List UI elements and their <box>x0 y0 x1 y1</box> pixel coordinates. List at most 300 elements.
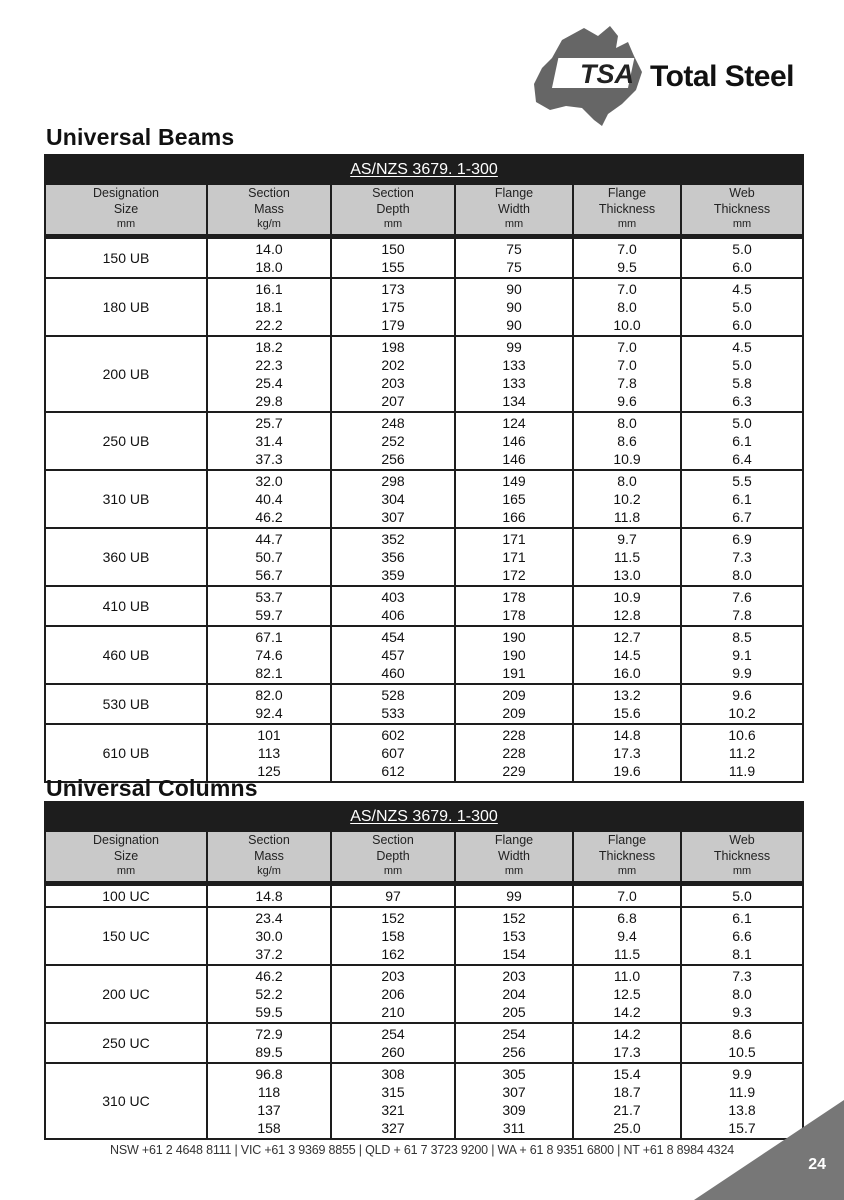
web-t-cell <box>681 907 803 965</box>
cell-value: 7.8 <box>617 375 637 391</box>
cell-value: 14.0 <box>255 241 283 257</box>
designation-size: 250 UB <box>45 412 207 470</box>
width-cell <box>455 1023 573 1063</box>
cell-value: 75 <box>506 259 522 275</box>
table-row <box>45 238 803 278</box>
table-body <box>45 235 803 782</box>
width-cell <box>455 470 573 528</box>
depth-cell <box>331 586 455 626</box>
web-t-cell <box>681 336 803 412</box>
cell-value: 155 <box>381 259 405 275</box>
cell-value: 12.8 <box>613 607 641 623</box>
flange-t-cell <box>573 470 681 528</box>
header-line: Flange <box>494 833 534 848</box>
cell-value: 172 <box>502 567 526 583</box>
web-t-cell <box>681 238 803 278</box>
header-line: Web <box>729 833 755 848</box>
table-row <box>45 278 803 336</box>
cell-value: 7.0 <box>617 357 637 373</box>
cell-value: 4.5 <box>732 281 752 297</box>
table-body <box>45 882 803 1139</box>
cell-value: 9.1 <box>732 647 752 663</box>
width-cell <box>455 412 573 470</box>
web-t-cell <box>681 626 803 684</box>
cell-value: 304 <box>381 491 405 507</box>
table-row <box>45 965 803 1023</box>
cell-value: 203 <box>381 968 405 984</box>
width-cell <box>455 724 573 782</box>
designation-size: 100 UC <box>45 885 207 907</box>
cell-value: 12.5 <box>613 986 641 1002</box>
cell-value: 602 <box>381 727 405 743</box>
cell-value: 99 <box>506 888 522 904</box>
cell-value: 178 <box>502 589 526 605</box>
cell-value: 9.6 <box>732 687 752 703</box>
cell-value: 9.9 <box>732 1066 752 1082</box>
designation-size: 150 UB <box>45 238 207 278</box>
cell-value: 153 <box>502 928 526 944</box>
cell-value: 7.0 <box>617 888 637 904</box>
column-header <box>681 831 803 882</box>
cell-value: 53.7 <box>255 589 283 605</box>
web-t-cell <box>681 684 803 724</box>
cell-value: 15.4 <box>613 1066 641 1082</box>
flange-t-cell <box>573 626 681 684</box>
header-line: Thickness <box>713 201 771 216</box>
cell-value: 229 <box>502 763 526 779</box>
cell-value: 612 <box>381 763 405 779</box>
cell-value: 37.2 <box>255 946 283 962</box>
cell-value: 210 <box>381 1004 405 1020</box>
cell-value: 75 <box>506 241 522 257</box>
cell-value: 203 <box>381 375 405 391</box>
cell-value: 10.2 <box>728 705 756 721</box>
header-line: Mass <box>254 848 284 863</box>
header-line: Depth <box>376 201 410 216</box>
header-line: Web <box>729 186 755 201</box>
cell-value: 205 <box>502 1004 526 1020</box>
cell-value: 6.9 <box>732 531 752 547</box>
column-headers <box>45 184 803 235</box>
web-t-cell <box>681 885 803 907</box>
cell-value: 32.0 <box>255 473 283 489</box>
flange-t-cell <box>573 528 681 586</box>
cell-value: 7.0 <box>617 241 637 257</box>
table-row <box>45 684 803 724</box>
header-line: mm <box>383 218 403 231</box>
cell-value: 21.7 <box>613 1102 641 1118</box>
cell-value: 6.0 <box>732 317 752 333</box>
mass-cell <box>207 626 331 684</box>
cell-value: 165 <box>502 491 526 507</box>
column-header <box>681 184 803 235</box>
cell-value: 11.0 <box>613 968 641 984</box>
cell-value: 5.0 <box>732 357 752 373</box>
cell-value: 124 <box>502 415 526 431</box>
cell-value: 454 <box>381 629 405 645</box>
header-line: Width <box>498 201 530 216</box>
designation-size: 250 UC <box>45 1023 207 1063</box>
header-line: mm <box>732 865 752 878</box>
flange-t-cell <box>573 907 681 965</box>
cell-value: 11.2 <box>728 745 756 761</box>
column-header <box>207 831 331 882</box>
cell-value: 14.8 <box>613 727 641 743</box>
cell-value: 5.0 <box>732 415 752 431</box>
cell-value: 72.9 <box>255 1026 283 1042</box>
cell-value: 191 <box>502 665 526 681</box>
flange-t-cell <box>573 965 681 1023</box>
cell-value: 11.9 <box>728 763 756 779</box>
web-t-cell <box>681 528 803 586</box>
cell-value: 11.5 <box>613 549 641 565</box>
cell-value: 5.5 <box>732 473 752 489</box>
universal-beams-title: Universal Beams <box>46 124 235 150</box>
cell-value: 133 <box>502 375 526 391</box>
header-line: mm <box>504 218 524 231</box>
cell-value: 125 <box>257 763 281 779</box>
cell-value: 15.6 <box>613 705 641 721</box>
cell-value: 6.4 <box>732 451 752 467</box>
table-row <box>45 528 803 586</box>
cell-value: 90 <box>506 317 522 333</box>
column-headers <box>45 831 803 882</box>
designation-size: 180 UB <box>45 278 207 336</box>
header-line: mm <box>116 865 136 878</box>
cell-value: 207 <box>381 393 405 409</box>
cell-value: 82.0 <box>255 687 283 703</box>
cell-value: 8.1 <box>732 946 752 962</box>
cell-value: 254 <box>502 1026 526 1042</box>
flange-t-cell <box>573 278 681 336</box>
header-line: kg/m <box>257 865 281 878</box>
column-header <box>45 831 207 882</box>
cell-value: 152 <box>502 910 526 926</box>
cell-value: 25.7 <box>255 415 283 431</box>
cell-value: 10.9 <box>613 589 641 605</box>
cell-value: 149 <box>502 473 526 489</box>
cell-value: 50.7 <box>255 549 283 565</box>
header-line: Size <box>113 848 139 863</box>
cell-value: 7.3 <box>732 549 752 565</box>
web-t-cell <box>681 278 803 336</box>
mass-cell <box>207 907 331 965</box>
cell-value: 311 <box>502 1120 526 1136</box>
cell-value: 22.2 <box>255 317 283 333</box>
cell-value: 18.2 <box>255 339 283 355</box>
flange-t-cell <box>573 724 681 782</box>
depth-cell <box>331 528 455 586</box>
web-t-cell <box>681 586 803 626</box>
cell-value: 89.5 <box>255 1044 283 1060</box>
header-line: Flange <box>494 186 534 201</box>
cell-value: 14.2 <box>613 1026 641 1042</box>
web-t-cell <box>681 470 803 528</box>
cell-value: 5.0 <box>732 241 752 257</box>
header-line: Designation <box>92 833 159 848</box>
cell-value: 29.8 <box>255 393 283 409</box>
cell-value: 113 <box>257 745 281 761</box>
cell-value: 607 <box>381 745 405 761</box>
standard-label: AS/NZS 3679. 1-300 <box>45 802 803 831</box>
cell-value: 15.7 <box>728 1120 756 1136</box>
cell-value: 307 <box>381 509 405 525</box>
cell-value: 101 <box>257 727 281 743</box>
cell-value: 406 <box>381 607 405 623</box>
cell-value: 46.2 <box>255 968 283 984</box>
cell-value: 18.7 <box>613 1084 641 1100</box>
cell-value: 150 <box>381 241 405 257</box>
web-t-cell <box>681 1023 803 1063</box>
header-line: mm <box>617 865 637 878</box>
header-line: Width <box>498 848 530 863</box>
width-cell <box>455 586 573 626</box>
header-line: Size <box>113 201 139 216</box>
cell-value: 528 <box>381 687 405 703</box>
header-line: Mass <box>254 201 284 216</box>
cell-value: 457 <box>381 647 405 663</box>
cell-value: 298 <box>381 473 405 489</box>
cell-value: 307 <box>502 1084 526 1100</box>
header-line: Depth <box>376 848 410 863</box>
australia-map-icon <box>532 22 652 132</box>
cell-value: 158 <box>257 1120 281 1136</box>
depth-cell <box>331 907 455 965</box>
cell-value: 74.6 <box>255 647 283 663</box>
cell-value: 10.5 <box>728 1044 756 1060</box>
mass-cell <box>207 684 331 724</box>
cell-value: 82.1 <box>255 665 283 681</box>
cell-value: 8.0 <box>617 415 637 431</box>
designation-size: 460 UB <box>45 626 207 684</box>
cell-value: 92.4 <box>255 705 283 721</box>
cell-value: 23.4 <box>255 910 283 926</box>
cell-value: 6.0 <box>732 259 752 275</box>
cell-value: 17.3 <box>613 745 641 761</box>
cell-value: 9.6 <box>617 393 637 409</box>
cell-value: 13.8 <box>728 1102 756 1118</box>
cell-value: 13.0 <box>613 567 641 583</box>
cell-value: 14.5 <box>613 647 641 663</box>
mass-cell <box>207 412 331 470</box>
column-header <box>455 184 573 235</box>
cell-value: 254 <box>381 1026 405 1042</box>
mass-cell <box>207 724 331 782</box>
cell-value: 315 <box>381 1084 405 1100</box>
cell-value: 146 <box>502 451 526 467</box>
depth-cell <box>331 684 455 724</box>
web-t-cell <box>681 965 803 1023</box>
cell-value: 321 <box>381 1102 405 1118</box>
cell-value: 7.3 <box>732 968 752 984</box>
cell-value: 8.6 <box>617 433 637 449</box>
cell-value: 11.8 <box>613 509 641 525</box>
cell-value: 6.1 <box>732 433 752 449</box>
cell-value: 204 <box>502 986 526 1002</box>
flange-t-cell <box>573 238 681 278</box>
width-cell <box>455 1063 573 1139</box>
flange-t-cell <box>573 412 681 470</box>
cell-value: 403 <box>381 589 405 605</box>
cell-value: 179 <box>381 317 405 333</box>
mass-cell <box>207 1023 331 1063</box>
cell-value: 97 <box>385 888 401 904</box>
cell-value: 460 <box>381 665 405 681</box>
depth-cell <box>331 626 455 684</box>
header-line: mm <box>617 218 637 231</box>
cell-value: 228 <box>502 745 526 761</box>
header-line: mm <box>504 865 524 878</box>
cell-value: 11.5 <box>613 946 641 962</box>
cell-value: 37.3 <box>255 451 283 467</box>
cell-value: 252 <box>381 433 405 449</box>
cell-value: 22.3 <box>255 357 283 373</box>
cell-value: 9.3 <box>732 1004 752 1020</box>
width-cell <box>455 907 573 965</box>
cell-value: 18.1 <box>255 299 283 315</box>
cell-value: 16.0 <box>613 665 641 681</box>
designation-size: 530 UB <box>45 684 207 724</box>
width-cell <box>455 528 573 586</box>
cell-value: 6.1 <box>732 491 752 507</box>
cell-value: 178 <box>502 607 526 623</box>
depth-cell <box>331 470 455 528</box>
depth-cell <box>331 885 455 907</box>
cell-value: 166 <box>502 509 526 525</box>
cell-value: 7.8 <box>732 607 752 623</box>
header-line: kg/m <box>257 218 281 231</box>
designation-size: 410 UB <box>45 586 207 626</box>
depth-cell <box>331 965 455 1023</box>
header-line: Section <box>248 186 290 201</box>
cell-value: 30.0 <box>255 928 283 944</box>
cell-value: 59.5 <box>255 1004 283 1020</box>
cell-value: 8.0 <box>732 986 752 1002</box>
mass-cell <box>207 965 331 1023</box>
cell-value: 14.2 <box>613 1004 641 1020</box>
cell-value: 256 <box>381 451 405 467</box>
cell-value: 9.4 <box>617 928 637 944</box>
designation-size: 150 UC <box>45 907 207 965</box>
header-line: mm <box>732 218 752 231</box>
flange-t-cell <box>573 586 681 626</box>
cell-value: 162 <box>381 946 405 962</box>
cell-value: 9.7 <box>617 531 637 547</box>
cell-value: 16.1 <box>255 281 283 297</box>
web-t-cell <box>681 724 803 782</box>
column-header <box>573 831 681 882</box>
cell-value: 134 <box>502 393 526 409</box>
mass-cell <box>207 470 331 528</box>
header-line: mm <box>116 218 136 231</box>
web-t-cell <box>681 412 803 470</box>
cell-value: 10.9 <box>613 451 641 467</box>
designation-size: 200 UC <box>45 965 207 1023</box>
cell-value: 40.4 <box>255 491 283 507</box>
cell-value: 206 <box>381 986 405 1002</box>
flange-t-cell <box>573 1063 681 1139</box>
designation-size: 360 UB <box>45 528 207 586</box>
cell-value: 327 <box>381 1120 405 1136</box>
cell-value: 90 <box>506 299 522 315</box>
designation-size: 310 UB <box>45 470 207 528</box>
cell-value: 8.6 <box>732 1026 752 1042</box>
cell-value: 171 <box>502 531 526 547</box>
cell-value: 137 <box>257 1102 281 1118</box>
depth-cell <box>331 1063 455 1139</box>
cell-value: 352 <box>381 531 405 547</box>
column-header <box>573 184 681 235</box>
width-cell <box>455 278 573 336</box>
cell-value: 10.2 <box>613 491 641 507</box>
header-line: mm <box>383 865 403 878</box>
cell-value: 8.0 <box>617 299 637 315</box>
cell-value: 5.0 <box>732 888 752 904</box>
cell-value: 8.5 <box>732 629 752 645</box>
cell-value: 25.0 <box>613 1120 641 1136</box>
table-row <box>45 1063 803 1139</box>
cell-value: 8.0 <box>617 473 637 489</box>
cell-value: 90 <box>506 281 522 297</box>
depth-cell <box>331 336 455 412</box>
designation-size: 610 UB <box>45 724 207 782</box>
table-row <box>45 724 803 782</box>
mass-cell <box>207 885 331 907</box>
mass-cell <box>207 1063 331 1139</box>
cell-value: 209 <box>502 687 526 703</box>
cell-value: 10.0 <box>613 317 641 333</box>
table-row <box>45 907 803 965</box>
depth-cell <box>331 278 455 336</box>
cell-value: 356 <box>381 549 405 565</box>
header-line: Section <box>372 833 414 848</box>
cell-value: 11.9 <box>728 1084 756 1100</box>
cell-value: 173 <box>381 281 405 297</box>
cell-value: 9.9 <box>732 665 752 681</box>
width-cell <box>455 885 573 907</box>
cell-value: 96.8 <box>255 1066 283 1082</box>
cell-value: 158 <box>381 928 405 944</box>
depth-cell <box>331 724 455 782</box>
cell-value: 6.8 <box>617 910 637 926</box>
table-row <box>45 626 803 684</box>
table-row <box>45 586 803 626</box>
cell-value: 228 <box>502 727 526 743</box>
cell-value: 256 <box>502 1044 526 1060</box>
cell-value: 18.0 <box>255 259 283 275</box>
cell-value: 7.6 <box>732 589 752 605</box>
cell-value: 175 <box>381 299 405 315</box>
cell-value: 6.3 <box>732 393 752 409</box>
cell-value: 19.6 <box>613 763 641 779</box>
tsa-logo <box>532 22 822 132</box>
mass-cell <box>207 238 331 278</box>
cell-value: 8.0 <box>732 567 752 583</box>
mass-cell <box>207 528 331 586</box>
cell-value: 154 <box>502 946 526 962</box>
width-cell <box>455 238 573 278</box>
cell-value: 10.6 <box>728 727 756 743</box>
logo-text: TSA <box>580 59 634 89</box>
cell-value: 6.7 <box>732 509 752 525</box>
cell-value: 305 <box>502 1066 526 1082</box>
mass-cell <box>207 278 331 336</box>
column-header <box>207 184 331 235</box>
cell-value: 198 <box>381 339 405 355</box>
cell-value: 6.6 <box>732 928 752 944</box>
cell-value: 5.0 <box>732 299 752 315</box>
page-corner-shape <box>694 1100 844 1200</box>
